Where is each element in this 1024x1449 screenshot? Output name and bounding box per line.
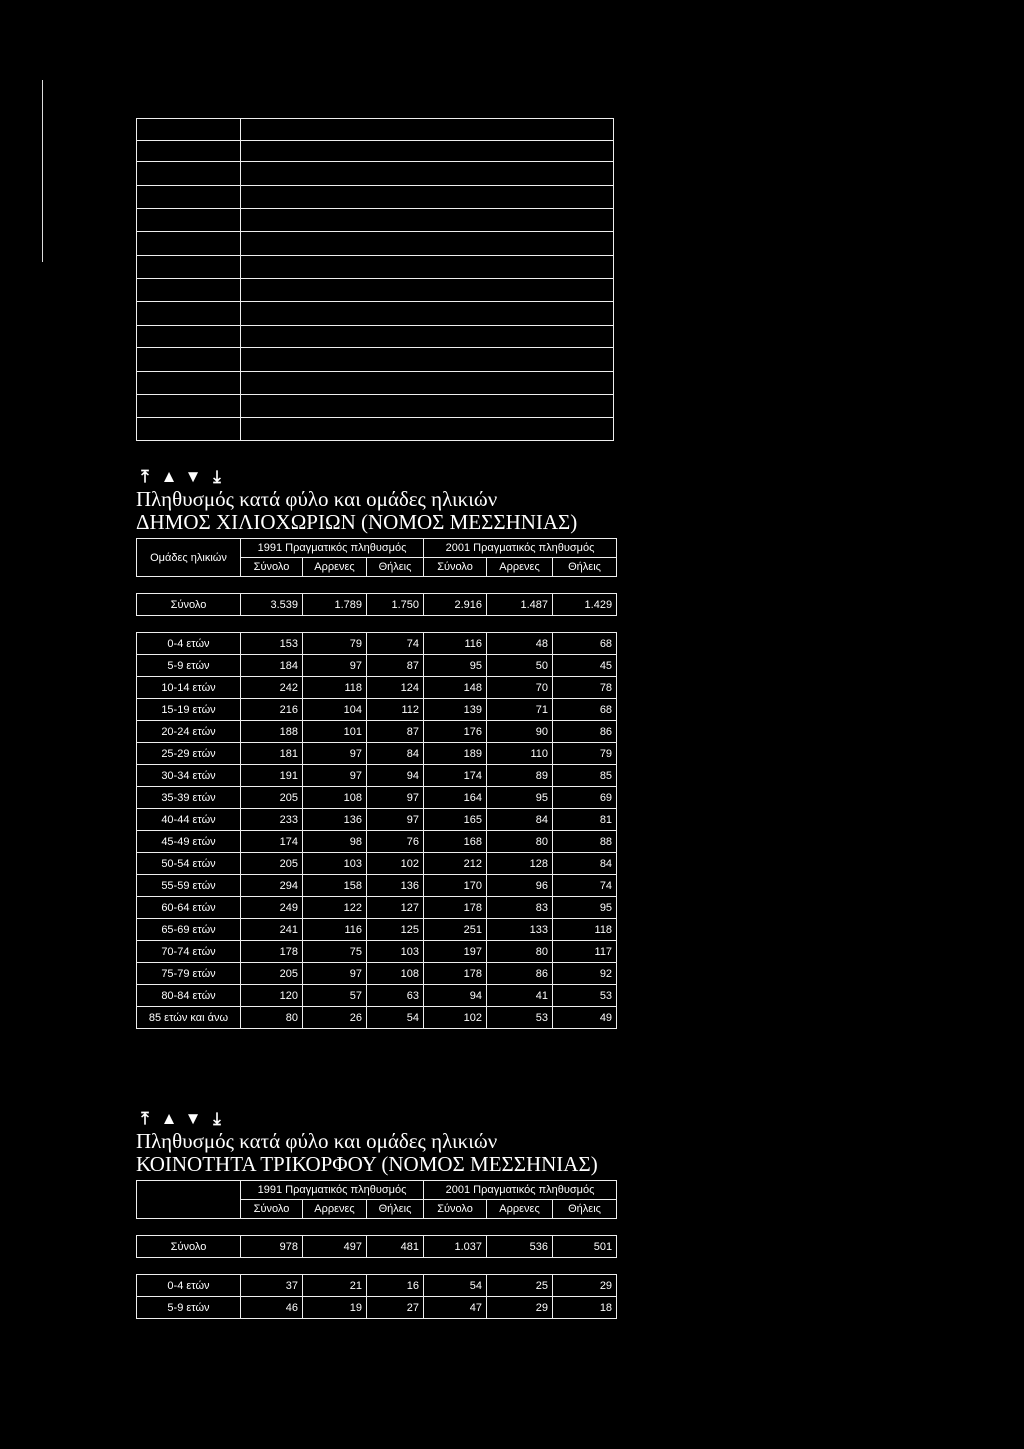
cell-value: 86	[553, 721, 617, 743]
cell-value: 80	[241, 1007, 303, 1029]
cell-value: 108	[303, 787, 367, 809]
cell-value: 97	[303, 765, 367, 787]
cell-value: 153	[241, 633, 303, 655]
spacer-row	[137, 577, 617, 594]
cell-value: 176	[424, 721, 487, 743]
table-row	[137, 1297, 617, 1319]
row-label: 65-69 ετών	[137, 919, 241, 941]
cell-value: 118	[553, 919, 617, 941]
cell-value: 84	[553, 853, 617, 875]
cell-value: 95	[424, 655, 487, 677]
population-table	[136, 1180, 617, 1319]
cell-value: 189	[424, 743, 487, 765]
table-row	[137, 941, 617, 963]
cell-value: 84	[367, 743, 424, 765]
cell-value: 122	[303, 897, 367, 919]
cell-value: 188	[241, 721, 303, 743]
corner-header	[137, 1181, 241, 1219]
spacer-cell	[137, 577, 617, 594]
cell-value: 89	[487, 765, 553, 787]
cell-value: 536	[487, 1236, 553, 1258]
cell-value: 136	[367, 875, 424, 897]
grid-line	[136, 347, 614, 348]
cell-value: 184	[241, 655, 303, 677]
header-row	[137, 539, 617, 558]
navigation-icons	[136, 1108, 616, 1130]
grid-line	[136, 394, 614, 395]
grid-line	[136, 371, 614, 372]
column-header: Αρρενες	[303, 558, 367, 577]
row-label: 50-54 ετών	[137, 853, 241, 875]
grid-line	[240, 118, 241, 441]
column-header: Θήλεις	[367, 558, 424, 577]
row-label: 0-4 ετών	[137, 633, 241, 655]
cell-value: 81	[553, 809, 617, 831]
cell-value: 501	[553, 1236, 617, 1258]
cell-value: 90	[487, 721, 553, 743]
cell-value: 205	[241, 963, 303, 985]
cell-value: 128	[487, 853, 553, 875]
spacer-cell	[137, 616, 617, 633]
cell-value: 18	[553, 1297, 617, 1319]
cell-value: 37	[241, 1275, 303, 1297]
cell-value: 97	[367, 809, 424, 831]
row-label: 45-49 ετών	[137, 831, 241, 853]
cell-value: 68	[553, 633, 617, 655]
header-row	[137, 1181, 617, 1200]
column-header: Αρρενες	[487, 1200, 553, 1219]
cell-value: 80	[487, 941, 553, 963]
cell-value: 80	[487, 831, 553, 853]
cell-value: 165	[424, 809, 487, 831]
vertical-rule	[42, 80, 43, 262]
cell-value: 53	[553, 985, 617, 1007]
cell-value: 86	[487, 963, 553, 985]
row-label: 10-14 ετών	[137, 677, 241, 699]
row-label: 15-19 ετών	[137, 699, 241, 721]
cell-value: 79	[553, 743, 617, 765]
cell-value: 1.487	[487, 594, 553, 616]
cell-value: 92	[553, 963, 617, 985]
cell-value: 49	[553, 1007, 617, 1029]
cell-value: 112	[367, 699, 424, 721]
table-row	[137, 963, 617, 985]
column-header: Αρρενες	[303, 1200, 367, 1219]
cell-value: 178	[424, 963, 487, 985]
grid-line	[613, 118, 614, 441]
table-row	[137, 721, 617, 743]
table-title: Πληθυσμός κατά φύλο και ομάδες ηλικιών	[136, 1129, 498, 1153]
cell-value: 104	[303, 699, 367, 721]
cell-value: 2.916	[424, 594, 487, 616]
cell-value: 101	[303, 721, 367, 743]
cell-value: 76	[367, 831, 424, 853]
cell-value: 102	[367, 853, 424, 875]
spacer-cell	[137, 1219, 617, 1236]
cell-value: 133	[487, 919, 553, 941]
cell-value: 233	[241, 809, 303, 831]
cell-value: 25	[487, 1275, 553, 1297]
cell-value: 216	[241, 699, 303, 721]
cell-value: 26	[303, 1007, 367, 1029]
cell-value: 1.750	[367, 594, 424, 616]
row-label: Σύνολο	[137, 1236, 241, 1258]
empty-table-grid	[136, 118, 614, 441]
table-row	[137, 677, 617, 699]
cell-value: 148	[424, 677, 487, 699]
row-label: 85 ετών και άνω	[137, 1007, 241, 1029]
cell-value: 212	[424, 853, 487, 875]
first-icon[interactable]: ⤒	[141, 1109, 149, 1128]
cell-value: 110	[487, 743, 553, 765]
cell-value: 29	[553, 1275, 617, 1297]
cell-value: 87	[367, 655, 424, 677]
row-label: 25-29 ετών	[137, 743, 241, 765]
cell-value: 53	[487, 1007, 553, 1029]
table-row	[137, 765, 617, 787]
column-header: Αρρενες	[487, 558, 553, 577]
spacer-row	[137, 616, 617, 633]
cell-value: 68	[553, 699, 617, 721]
cell-value: 29	[487, 1297, 553, 1319]
cell-value: 170	[424, 875, 487, 897]
cell-value: 71	[487, 699, 553, 721]
cell-value: 97	[303, 655, 367, 677]
table-subtitle: ΚΟΙΝΟΤΗΤΑ ΤΡΙΚΟΡΦΟΥ (ΝΟΜΟΣ ΜΕΣΣΗΝΙΑΣ)	[136, 1152, 598, 1176]
cell-value: 102	[424, 1007, 487, 1029]
cell-value: 120	[241, 985, 303, 1007]
cell-value: 3.539	[241, 594, 303, 616]
column-header: Σύνολο	[424, 1200, 487, 1219]
cell-value: 249	[241, 897, 303, 919]
cell-value: 19	[303, 1297, 367, 1319]
table-subtitle: ΔΗΜΟΣ ΧΙΛΙΟΧΩΡΙΩΝ (ΝΟΜΟΣ ΜΕΣΣΗΝΙΑΣ)	[136, 510, 578, 534]
cell-value: 16	[367, 1275, 424, 1297]
cell-value: 181	[241, 743, 303, 765]
cell-value: 164	[424, 787, 487, 809]
cell-value: 158	[303, 875, 367, 897]
row-label: 0-4 ετών	[137, 1275, 241, 1297]
table-row	[137, 853, 617, 875]
spacer-cell	[137, 1258, 617, 1275]
cell-value: 205	[241, 853, 303, 875]
row-label: 75-79 ετών	[137, 963, 241, 985]
cell-value: 1.037	[424, 1236, 487, 1258]
total-row	[137, 594, 617, 616]
up-icon[interactable]: ▲	[160, 467, 178, 486]
cell-value: 116	[303, 919, 367, 941]
grid-line	[136, 185, 614, 186]
row-label: 55-59 ετών	[137, 875, 241, 897]
table-title: Πληθυσμός κατά φύλο και ομάδες ηλικιών	[136, 487, 498, 511]
column-header: Σύνολο	[424, 558, 487, 577]
cell-value: 103	[367, 941, 424, 963]
cell-value: 97	[303, 963, 367, 985]
row-label: Σύνολο	[137, 594, 241, 616]
cell-value: 69	[553, 787, 617, 809]
cell-value: 97	[367, 787, 424, 809]
table-row	[137, 787, 617, 809]
cell-value: 139	[424, 699, 487, 721]
grid-line	[136, 118, 614, 119]
table-row	[137, 875, 617, 897]
column-header: Θήλεις	[367, 1200, 424, 1219]
cell-value: 45	[553, 655, 617, 677]
table-row	[137, 743, 617, 765]
cell-value: 96	[487, 875, 553, 897]
cell-value: 84	[487, 809, 553, 831]
table-row	[137, 831, 617, 853]
cell-value: 79	[303, 633, 367, 655]
row-label: 30-34 ετών	[137, 765, 241, 787]
corner-header: Ομάδες ηλικιών	[137, 539, 241, 577]
cell-value: 74	[367, 633, 424, 655]
cell-value: 47	[424, 1297, 487, 1319]
cell-value: 41	[487, 985, 553, 1007]
cell-value: 1.789	[303, 594, 367, 616]
grid-line	[136, 301, 614, 302]
total-row	[137, 1236, 617, 1258]
first-icon[interactable]: ⤒	[141, 467, 149, 486]
cell-value: 98	[303, 831, 367, 853]
cell-value: 197	[424, 941, 487, 963]
grid-line	[136, 417, 614, 418]
last-icon[interactable]: ⤓	[213, 1109, 221, 1128]
cell-value: 94	[367, 765, 424, 787]
cell-value: 174	[424, 765, 487, 787]
column-header: Σύνολο	[241, 558, 303, 577]
cell-value: 94	[424, 985, 487, 1007]
spacer-row	[137, 1219, 617, 1236]
cell-value: 85	[553, 765, 617, 787]
table-row	[137, 809, 617, 831]
column-header: Θήλεις	[553, 558, 617, 577]
table-row	[137, 1275, 617, 1297]
table-row	[137, 1007, 617, 1029]
cell-value: 78	[553, 677, 617, 699]
row-label: 60-64 ετών	[137, 897, 241, 919]
row-label: 80-84 ετών	[137, 985, 241, 1007]
cell-value: 1.429	[553, 594, 617, 616]
cell-value: 251	[424, 919, 487, 941]
cell-value: 21	[303, 1275, 367, 1297]
group-header-2001: 2001 Πραγματικός πληθυσμός	[424, 539, 617, 558]
section-koinotita	[136, 1108, 616, 1319]
row-label: 5-9 ετών	[137, 1297, 241, 1319]
cell-value: 125	[367, 919, 424, 941]
table-row	[137, 633, 617, 655]
cell-value: 95	[487, 787, 553, 809]
cell-value: 83	[487, 897, 553, 919]
cell-value: 88	[553, 831, 617, 853]
group-header-1991: 1991 Πραγματικός πληθυσμός	[241, 539, 424, 558]
row-label: 5-9 ετών	[137, 655, 241, 677]
cell-value: 116	[424, 633, 487, 655]
cell-value: 191	[241, 765, 303, 787]
cell-value: 205	[241, 787, 303, 809]
group-header-2001: 2001 Πραγματικός πληθυσμός	[424, 1181, 617, 1200]
down-icon[interactable]: ▼	[184, 467, 202, 486]
cell-value: 118	[303, 677, 367, 699]
table-row	[137, 919, 617, 941]
cell-value: 46	[241, 1297, 303, 1319]
down-icon[interactable]: ▼	[184, 1109, 202, 1128]
group-header-1991: 1991 Πραγματικός πληθυσμός	[241, 1181, 424, 1200]
cell-value: 57	[303, 985, 367, 1007]
row-label: 35-39 ετών	[137, 787, 241, 809]
cell-value: 168	[424, 831, 487, 853]
row-label: 70-74 ετών	[137, 941, 241, 963]
table-row	[137, 699, 617, 721]
cell-value: 178	[424, 897, 487, 919]
table-row	[137, 655, 617, 677]
last-icon[interactable]: ⤓	[213, 467, 221, 486]
cell-value: 127	[367, 897, 424, 919]
cell-value: 978	[241, 1236, 303, 1258]
cell-value: 97	[303, 743, 367, 765]
row-label: 20-24 ετών	[137, 721, 241, 743]
cell-value: 117	[553, 941, 617, 963]
up-icon[interactable]: ▲	[160, 1109, 178, 1128]
cell-value: 481	[367, 1236, 424, 1258]
cell-value: 48	[487, 633, 553, 655]
cell-value: 174	[241, 831, 303, 853]
cell-value: 136	[303, 809, 367, 831]
grid-line	[136, 140, 614, 141]
cell-value: 95	[553, 897, 617, 919]
cell-value: 54	[424, 1275, 487, 1297]
cell-value: 241	[241, 919, 303, 941]
cell-value: 54	[367, 1007, 424, 1029]
table-row	[137, 897, 617, 919]
population-table	[136, 538, 617, 1029]
column-header: Σύνολο	[241, 1200, 303, 1219]
cell-value: 50	[487, 655, 553, 677]
cell-value: 70	[487, 677, 553, 699]
cell-value: 242	[241, 677, 303, 699]
table-row	[137, 985, 617, 1007]
grid-line	[136, 255, 614, 256]
spacer-row	[137, 1258, 617, 1275]
cell-value: 87	[367, 721, 424, 743]
grid-line	[136, 278, 614, 279]
cell-value: 75	[303, 941, 367, 963]
cell-value: 27	[367, 1297, 424, 1319]
cell-value: 124	[367, 677, 424, 699]
row-label: 40-44 ετών	[137, 809, 241, 831]
cell-value: 103	[303, 853, 367, 875]
grid-line	[136, 118, 137, 441]
cell-value: 178	[241, 941, 303, 963]
column-header: Θήλεις	[553, 1200, 617, 1219]
cell-value: 294	[241, 875, 303, 897]
grid-line	[136, 325, 614, 326]
grid-line	[136, 231, 614, 232]
cell-value: 74	[553, 875, 617, 897]
cell-value: 63	[367, 985, 424, 1007]
navigation-icons	[136, 466, 616, 488]
grid-line	[136, 161, 614, 162]
grid-line	[136, 208, 614, 209]
cell-value: 497	[303, 1236, 367, 1258]
grid-line	[136, 440, 614, 441]
section-dimos	[136, 466, 616, 1029]
cell-value: 108	[367, 963, 424, 985]
